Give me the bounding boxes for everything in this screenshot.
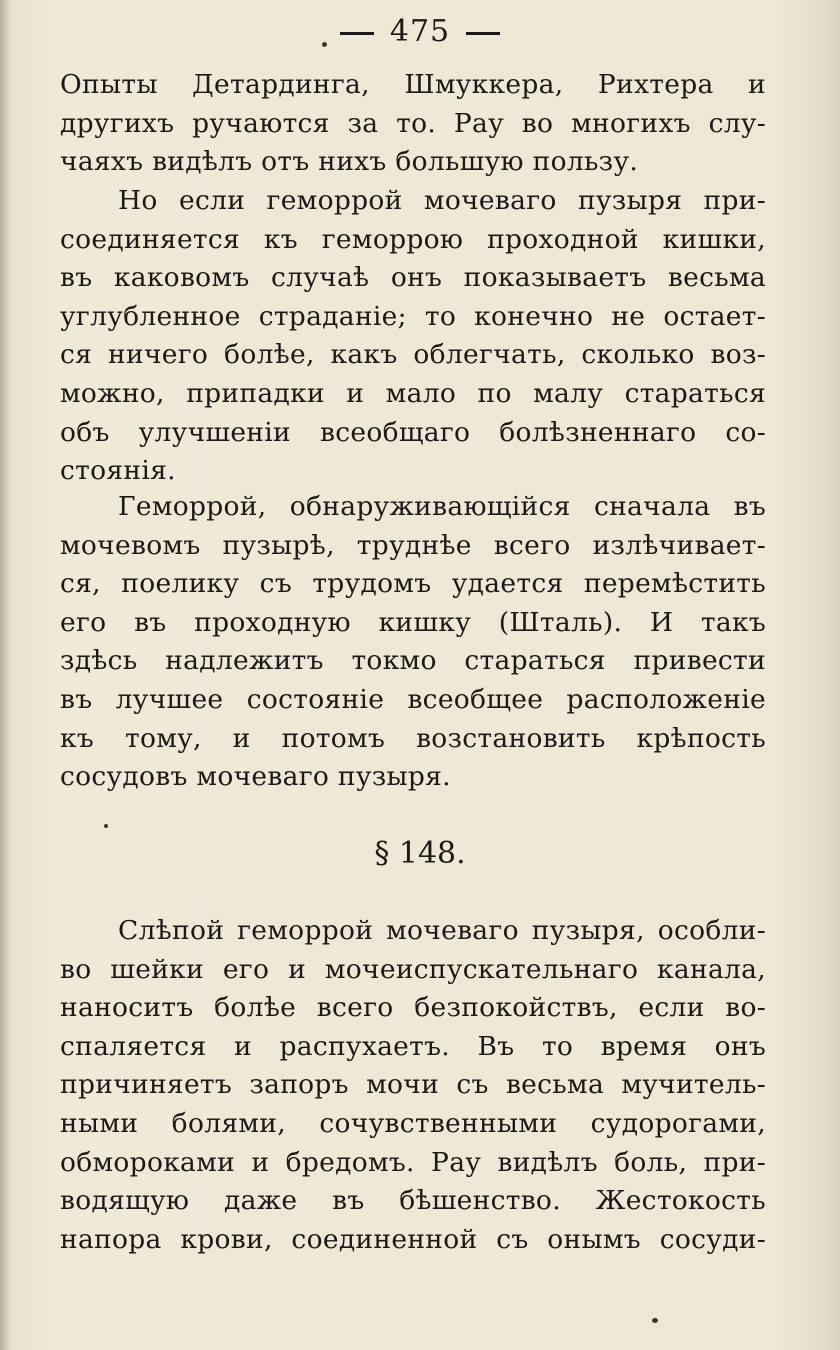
text-line: Но если геморрой мочеваго пузыря при- bbox=[118, 185, 766, 216]
text-line: чаяхъ видѣлъ отъ нихъ большую пользу. bbox=[60, 146, 639, 178]
header-dash-left bbox=[340, 32, 374, 35]
text-line: Слѣпой геморрой мочеваго пузыря, особли- bbox=[118, 915, 766, 946]
page-header bbox=[0, 14, 840, 50]
text-line: стоянія. bbox=[60, 455, 176, 487]
paragraph-4 bbox=[60, 912, 766, 1259]
text-line: Геморрой, обнаруживающійся сначала въ bbox=[118, 491, 766, 522]
text-line: Опыты Детардинга, Шмуккера, Рихтера и bbox=[60, 69, 766, 100]
text-line: ными болями, сочувственными судорогами, bbox=[60, 1107, 766, 1139]
text-line: ся ничего болѣе, какъ облегчать, сколько воз- bbox=[60, 339, 766, 371]
ink-speck bbox=[322, 42, 327, 47]
text-line: наноситъ болѣе всего безпокойствъ, если во- bbox=[60, 992, 766, 1024]
ink-speck bbox=[652, 1318, 658, 1323]
text-line: къ тому, и потомъ возстановить крѣпость bbox=[60, 722, 766, 754]
text-line: можно, припадки и мало по малу стараться bbox=[60, 377, 766, 409]
text-line: объ улучшеніи всеобщаго болѣзненнаго со- bbox=[60, 416, 766, 448]
text-line: углубленное страданіе; то конечно не остает- bbox=[60, 300, 766, 332]
header-dash-right bbox=[466, 32, 500, 35]
text-line: обмороками и бредомъ. Рау видѣлъ боль, при- bbox=[60, 1146, 766, 1178]
paragraph-1 bbox=[60, 66, 766, 182]
spine-shadow bbox=[0, 0, 10, 1350]
text-line: во шейки его и мочеиспускательнаго канала, bbox=[60, 953, 766, 985]
text-line: водящую даже въ бѣшенство. Жестокость bbox=[60, 1185, 766, 1217]
text-line: въ каковомъ случаѣ онъ показываетъ весьма bbox=[60, 262, 766, 294]
text-line: напора крови, соединенной съ онымъ сосуди- bbox=[60, 1223, 766, 1255]
text-line: сосудовъ мочеваго пузыря. bbox=[60, 761, 451, 793]
text-line: здѣсь надлежитъ токмо стараться привести bbox=[60, 645, 766, 677]
text-line: спаляется и распухаетъ. Въ то время онъ bbox=[60, 1030, 766, 1062]
paragraph-2 bbox=[60, 182, 766, 491]
paragraph-3 bbox=[60, 488, 766, 797]
text-line: другихъ ручаются за то. Рау во многихъ слу- bbox=[60, 107, 766, 139]
text-line: соединяется къ геморрою проходной кишки, bbox=[60, 223, 766, 255]
page-number: 475 bbox=[389, 14, 451, 49]
text-line: его въ проходную кишку (Шталь). И такъ bbox=[60, 606, 766, 638]
text-line: мочевомъ пузырѣ, труднѣе всего излѣчивает- bbox=[60, 529, 766, 561]
section-heading: § 148. bbox=[374, 836, 466, 871]
text-line: въ лучшее состояніе всеобщее расположеніе bbox=[60, 683, 766, 715]
text-line: ся, поелику съ трудомъ удается перемѣстить bbox=[60, 568, 766, 600]
text-line: причиняетъ запоръ мочи съ весьма мучитель- bbox=[60, 1069, 766, 1101]
ink-speck bbox=[104, 824, 108, 828]
